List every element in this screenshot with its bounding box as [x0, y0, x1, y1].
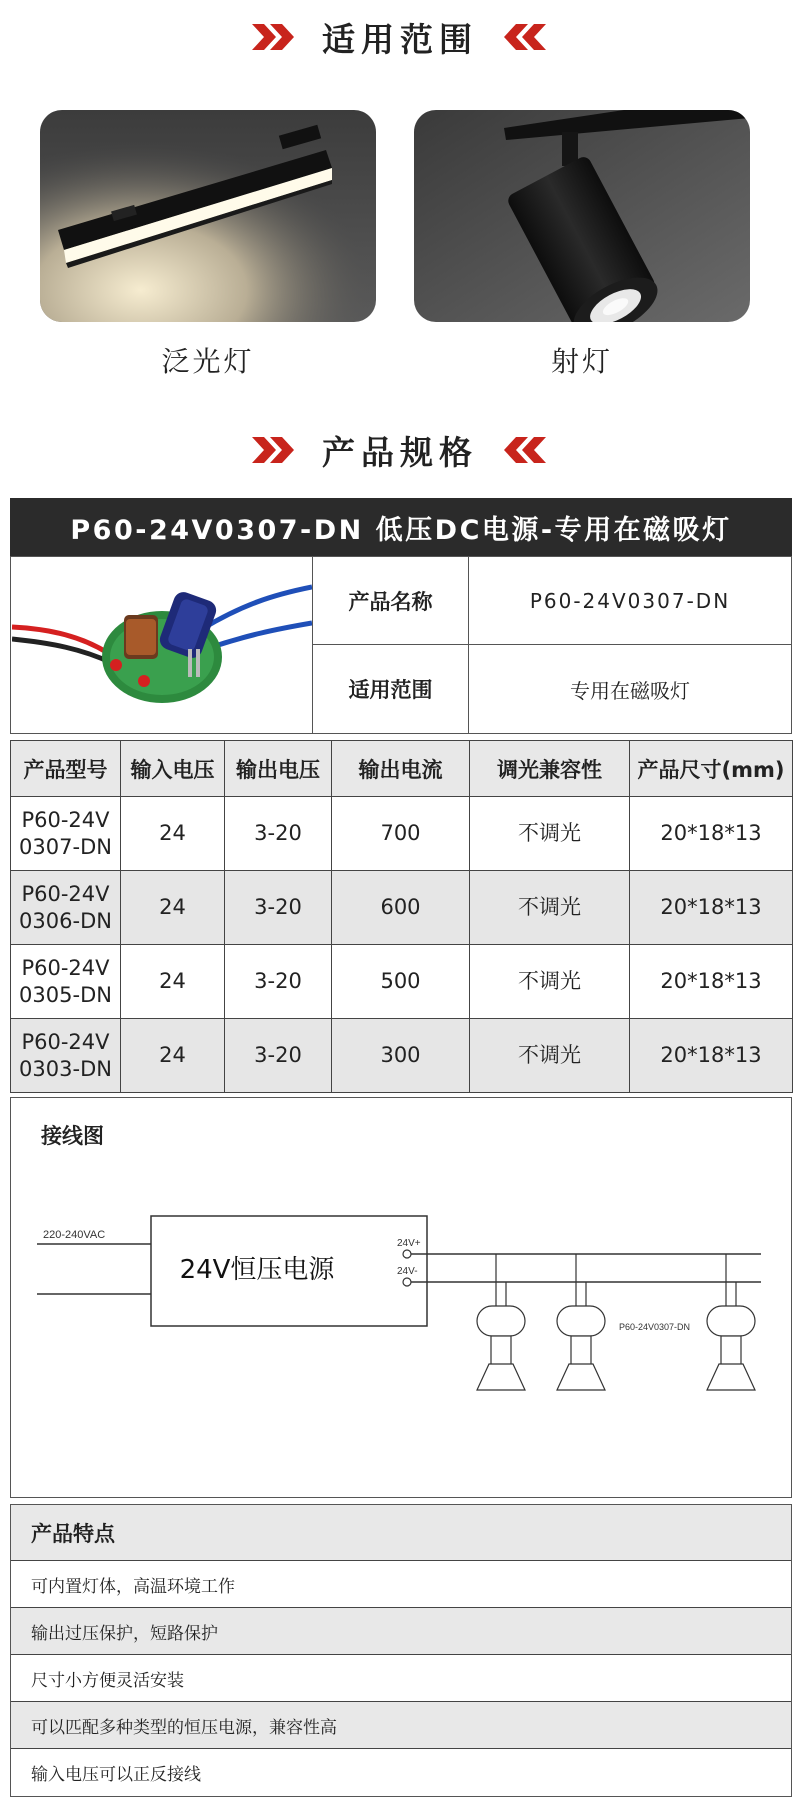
output-voltage-cell: 3-20: [225, 871, 332, 945]
chevron-left-icon: [504, 437, 548, 463]
models-table: [10, 740, 793, 1093]
model-cell: P60-24V 0305-DN: [11, 945, 121, 1019]
product-name-value: P60-24V0307-DN: [469, 557, 791, 645]
size-cell: 20*18*13: [630, 1019, 793, 1093]
output-current-cell: 700: [332, 797, 470, 871]
output-current-cell: 500: [332, 945, 470, 1019]
model-cell: P60-24V 0303-DN: [11, 1019, 121, 1093]
floodlight-caption: 泛光灯: [161, 345, 255, 378]
positive-label: 24V+: [397, 1238, 421, 1249]
table-row: [11, 945, 793, 1019]
table-row: [11, 797, 793, 871]
size-cell: 20*18*13: [630, 871, 793, 945]
column-header: 产品尺寸(mm): [630, 741, 793, 797]
input-voltage-cell: 24: [121, 1019, 225, 1093]
size-cell: 20*18*13: [630, 797, 793, 871]
feature-item: 输出过压保护，短路保护: [11, 1608, 791, 1655]
specs-title: 产品规格: [322, 432, 478, 472]
table-row: [11, 1019, 793, 1093]
spotlight-caption: 射灯: [550, 345, 613, 378]
spec-header: P60-24V0307-DN 低压DC电源-专用在磁吸灯: [10, 498, 792, 556]
dimming-cell: 不调光: [470, 1019, 630, 1093]
output-voltage-cell: 3-20: [225, 945, 332, 1019]
column-header: 调光兼容性: [470, 741, 630, 797]
model-cell: P60-24V 0306-DN: [11, 871, 121, 945]
input-voltage-cell: 24: [121, 945, 225, 1019]
dimming-cell: 不调光: [470, 871, 630, 945]
wiring-diagram: [11, 1098, 791, 1497]
models-table-wrap: [10, 740, 792, 1093]
feature-item: 可内置灯体，高温环境工作: [11, 1561, 791, 1608]
wiring-block: [10, 1097, 792, 1498]
column-header: 输入电压: [121, 741, 225, 797]
wiring-title: 接线图: [41, 1124, 104, 1148]
light-fixture-2: [557, 1254, 605, 1390]
scope-value: 专用在磁吸灯: [570, 678, 690, 703]
dimming-cell: 不调光: [470, 945, 630, 1019]
feature-item: 可以匹配多种类型的恒压电源，兼容性高: [11, 1702, 791, 1749]
table-header-row: [11, 741, 793, 797]
driver-label: P60-24V0307-DN: [619, 1322, 691, 1332]
light-fixture-3: [707, 1254, 755, 1390]
scope-label: 适用范围: [313, 645, 469, 733]
output-current-cell: 300: [332, 1019, 470, 1093]
output-voltage-cell: 3-20: [225, 797, 332, 871]
column-header: 输出电压: [225, 741, 332, 797]
spotlight-image: [414, 110, 750, 322]
size-cell: 20*18*13: [630, 945, 793, 1019]
product-name-label: 产品名称: [313, 557, 469, 645]
feature-item: 尺寸小方便灵活安装: [11, 1655, 791, 1702]
output-current-cell: 600: [332, 871, 470, 945]
features-title: 产品特点: [11, 1505, 791, 1561]
input-voltage-cell: 24: [121, 871, 225, 945]
feature-item: 输入电压可以正反接线: [31, 1765, 201, 1785]
negative-label: 24V-: [397, 1266, 418, 1277]
chevron-right-icon: [252, 24, 296, 50]
floodlight-image: [40, 110, 376, 322]
column-header: 产品型号: [11, 741, 121, 797]
ac-input-label: 220-240VAC: [43, 1229, 106, 1241]
product-info-block: [10, 556, 792, 734]
psu-label: 24V恒压电源: [179, 1255, 335, 1285]
applications-section-title: [0, 12, 800, 62]
specs-section-title: [0, 425, 800, 475]
output-voltage-cell: 3-20: [225, 1019, 332, 1093]
features-block: [10, 1504, 792, 1797]
light-fixture-1: [477, 1254, 525, 1390]
table-row: [11, 871, 793, 945]
input-voltage-cell: 24: [121, 797, 225, 871]
column-header: 输出电流: [332, 741, 470, 797]
chevron-left-icon: [504, 24, 548, 50]
dimming-cell: 不调光: [470, 797, 630, 871]
chevron-right-icon: [252, 437, 296, 463]
model-cell: P60-24V 0307-DN: [11, 797, 121, 871]
applications-title: 适用范围: [322, 19, 478, 59]
product-photo: [11, 557, 313, 733]
